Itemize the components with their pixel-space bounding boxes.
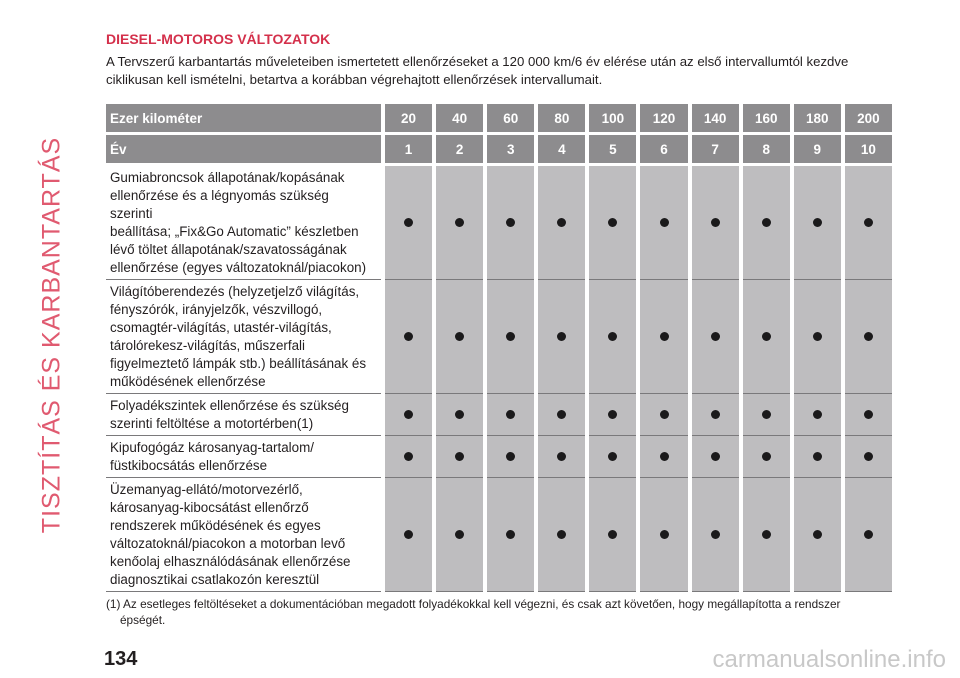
check-item-line: károsanyag-kibocsátást ellenőrző [110, 500, 309, 515]
year-header-row [106, 135, 892, 166]
interval-cell [436, 280, 483, 394]
interval-cell [487, 394, 534, 436]
check-dot-icon [404, 410, 413, 419]
page-number: 134 [104, 648, 138, 670]
km-value-60: 60 [487, 104, 534, 135]
check-item-line: csomagtér-világítás, utastér-világítás, [110, 320, 332, 335]
check-item-line: Világítóberendezés (helyzetjelző világítás, [110, 284, 360, 299]
check-item-line: szerinti feltöltése a motortérben(1) [110, 416, 314, 431]
check-dot-icon [455, 410, 464, 419]
interval-cell [538, 478, 585, 592]
check-dot-icon [813, 530, 822, 539]
interval-cell [845, 394, 892, 436]
interval-cell [845, 166, 892, 280]
interval-cell [538, 280, 585, 394]
maintenance-schedule-table [102, 104, 896, 592]
footnote-line-1: (1) Az esetleges feltöltéseket a dokumentációban megadott folyadékokkal kell végezni, és csak azt követően, hogy megállapította a rendszer [106, 597, 841, 611]
check-dot-icon [813, 410, 822, 419]
interval-cell [487, 478, 534, 592]
check-dot-icon [455, 218, 464, 227]
check-dot-icon [404, 530, 413, 539]
interval-cell [385, 436, 432, 478]
check-dot-icon [864, 218, 873, 227]
check-item-line: lévő töltet állapotának/szavatosságának [110, 242, 347, 257]
interval-cell [640, 436, 687, 478]
interval-cell [538, 166, 585, 280]
check-dot-icon [404, 332, 413, 341]
table-row [106, 280, 892, 394]
check-item-line: Gumiabroncsok állapotának/kopásának [110, 170, 345, 185]
check-dot-icon [711, 410, 720, 419]
check-item-line: kenőolaj elhasználódásának ellenőrzése [110, 554, 351, 569]
year-value-8: 8 [743, 135, 790, 166]
interval-cell [385, 478, 432, 592]
check-dot-icon [864, 530, 873, 539]
check-item-line: Kipufogógáz károsanyag-tartalom/ [110, 440, 314, 455]
interval-cell [640, 280, 687, 394]
check-dot-icon [813, 332, 822, 341]
interval-cell [692, 166, 739, 280]
interval-cell [436, 166, 483, 280]
check-dot-icon [557, 218, 566, 227]
check-dot-icon [660, 332, 669, 341]
schedule-body [106, 166, 892, 592]
check-dot-icon [762, 410, 771, 419]
check-item-line: beállítása; „Fix&Go Automatic” készletben [110, 224, 359, 239]
check-dot-icon [608, 452, 617, 461]
check-item-line: tárolórekesz-világítás, műszerfali [110, 338, 305, 353]
table-row [106, 478, 892, 592]
interval-cell [589, 280, 636, 394]
year-value-2: 2 [436, 135, 483, 166]
interval-cell [845, 436, 892, 478]
km-header-label: Ezer kilométer [106, 104, 381, 135]
check-item-line: diagnosztikai csatlakozón keresztül [110, 572, 320, 587]
check-dot-icon [660, 410, 669, 419]
table-row [106, 394, 892, 436]
check-item-line: ellenőrzése és a légnyomás szükség szerinti [110, 188, 329, 221]
check-item-label [106, 166, 381, 280]
year-value-9: 9 [794, 135, 841, 166]
interval-cell [589, 436, 636, 478]
interval-cell [487, 280, 534, 394]
check-dot-icon [813, 218, 822, 227]
interval-cell [845, 280, 892, 394]
check-dot-icon [506, 332, 515, 341]
check-item-line: változatoknál/piacokon a motorban levő [110, 536, 346, 551]
interval-cell [385, 166, 432, 280]
interval-cell [845, 478, 892, 592]
year-value-5: 5 [589, 135, 636, 166]
interval-cell [640, 478, 687, 592]
check-dot-icon [506, 530, 515, 539]
check-dot-icon [864, 452, 873, 461]
interval-cell [743, 166, 790, 280]
interval-cell [385, 394, 432, 436]
check-dot-icon [813, 452, 822, 461]
check-dot-icon [660, 530, 669, 539]
check-item-line: Folyadékszintek ellenőrzése és szükség [110, 398, 349, 413]
table-row [106, 166, 892, 280]
check-dot-icon [557, 452, 566, 461]
km-value-160: 160 [743, 104, 790, 135]
check-item-line: figyelmeztető lámpák stb.) beállításának és [110, 356, 367, 371]
check-item-label [106, 478, 381, 592]
interval-cell [794, 436, 841, 478]
check-item-line: rendszerek működésének és egyes [110, 518, 321, 533]
interval-cell [436, 478, 483, 592]
km-value-120: 120 [640, 104, 687, 135]
check-dot-icon [762, 530, 771, 539]
interval-cell [487, 436, 534, 478]
year-value-3: 3 [487, 135, 534, 166]
km-value-140: 140 [692, 104, 739, 135]
watermark: carmanualsonline.info [712, 646, 946, 673]
year-value-4: 4 [538, 135, 585, 166]
interval-cell [692, 478, 739, 592]
check-dot-icon [711, 332, 720, 341]
footnote-line-2: épségét. [120, 613, 166, 627]
chapter-side-title: TISZTÍTÁS ÉS KARBANTARTÁS [37, 136, 66, 534]
year-value-10: 10 [845, 135, 892, 166]
interval-cell [487, 166, 534, 280]
year-value-1: 1 [385, 135, 432, 166]
interval-cell [794, 166, 841, 280]
check-item-label [106, 394, 381, 436]
interval-cell [692, 436, 739, 478]
check-item-line: Üzemanyag-ellátó/motorvezérlő, [110, 482, 303, 497]
interval-cell [794, 280, 841, 394]
km-value-180: 180 [794, 104, 841, 135]
interval-cell [436, 436, 483, 478]
km-value-20: 20 [385, 104, 432, 135]
km-value-40: 40 [436, 104, 483, 135]
check-item-line: füstkibocsátás ellenőrzése [110, 458, 268, 473]
interval-cell [794, 394, 841, 436]
km-value-100: 100 [589, 104, 636, 135]
year-value-7: 7 [692, 135, 739, 166]
interval-cell [589, 478, 636, 592]
check-dot-icon [506, 218, 515, 227]
check-dot-icon [506, 452, 515, 461]
check-dot-icon [660, 218, 669, 227]
interval-cell [743, 478, 790, 592]
check-item-line: működésének ellenőrzése [110, 374, 266, 389]
check-dot-icon [557, 530, 566, 539]
interval-cell [538, 394, 585, 436]
interval-cell [692, 280, 739, 394]
check-dot-icon [864, 332, 873, 341]
check-dot-icon [506, 410, 515, 419]
check-dot-icon [608, 218, 617, 227]
interval-cell [436, 394, 483, 436]
check-dot-icon [557, 332, 566, 341]
check-dot-icon [455, 452, 464, 461]
interval-cell [589, 394, 636, 436]
check-dot-icon [762, 332, 771, 341]
interval-cell [743, 436, 790, 478]
check-item-line: ellenőrzése (egyes változatoknál/piacokon) [110, 260, 367, 275]
check-dot-icon [557, 410, 566, 419]
interval-cell [743, 280, 790, 394]
interval-cell [640, 166, 687, 280]
table-row [106, 436, 892, 478]
km-value-80: 80 [538, 104, 585, 135]
check-dot-icon [762, 218, 771, 227]
check-dot-icon [404, 218, 413, 227]
check-dot-icon [711, 530, 720, 539]
km-value-200: 200 [845, 104, 892, 135]
interval-cell [692, 394, 739, 436]
check-dot-icon [660, 452, 669, 461]
interval-cell [589, 166, 636, 280]
km-header-row [106, 104, 892, 135]
check-dot-icon [455, 530, 464, 539]
interval-cell [743, 394, 790, 436]
footnote [106, 596, 896, 628]
check-item-line: fényszórók, irányjelzők, vészvillogó, [110, 302, 323, 317]
interval-cell [538, 436, 585, 478]
check-dot-icon [608, 332, 617, 341]
year-header-label: Év [106, 135, 381, 166]
check-dot-icon [608, 410, 617, 419]
year-value-6: 6 [640, 135, 687, 166]
check-dot-icon [608, 530, 617, 539]
check-item-label [106, 280, 381, 394]
check-item-label [106, 436, 381, 478]
check-dot-icon [711, 218, 720, 227]
check-dot-icon [762, 452, 771, 461]
interval-cell [794, 478, 841, 592]
check-dot-icon [711, 452, 720, 461]
check-dot-icon [404, 452, 413, 461]
intro-paragraph: A Tervszerű karbantartás műveleteiben ismertetett ellenőrzéseket a 120 000 km/6 év elérése után az első intervallumtól kezdve ciklikusan kell ismételni, betartva a korábban végrehajtott ellenőrzések intervallumait. [106, 54, 849, 87]
check-dot-icon [864, 410, 873, 419]
interval-cell [640, 394, 687, 436]
section-title: DIESEL-MOTOROS VÁLTOZATOK [106, 31, 331, 47]
check-dot-icon [455, 332, 464, 341]
interval-cell [385, 280, 432, 394]
